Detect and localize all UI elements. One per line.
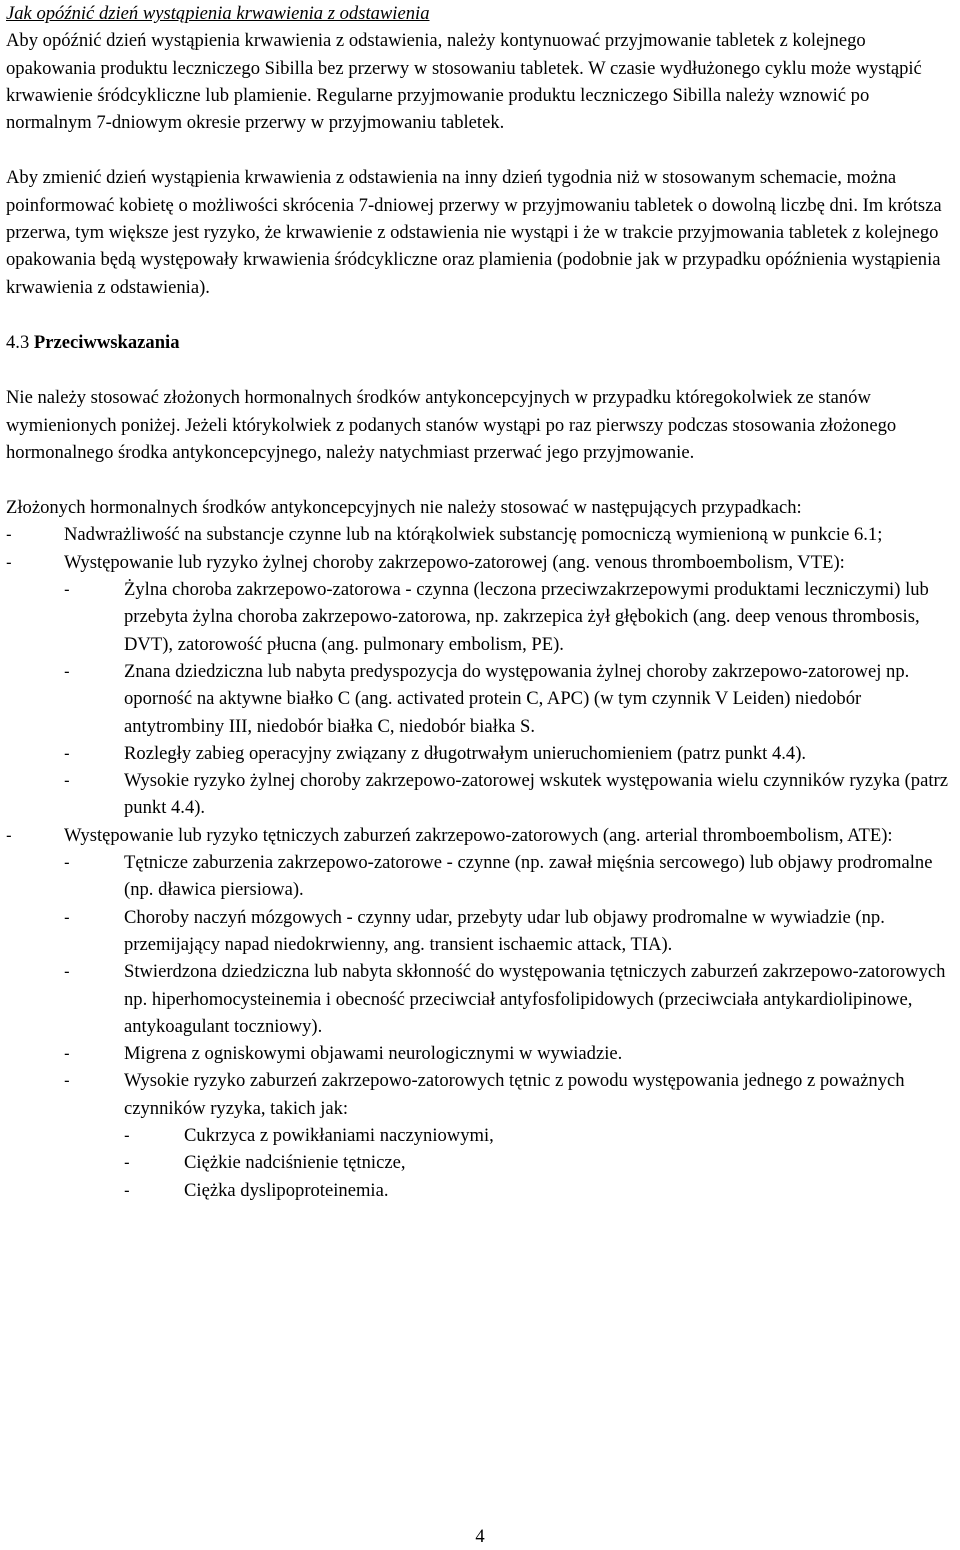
list-item-text: Cukrzyca z powikłaniami naczyniowymi, [184, 1124, 494, 1146]
dash-bullet: - [64, 771, 70, 791]
list-item-text: Wysokie ryzyko zaburzeń zakrzepowo-zatorowych tętnic z powodu występowania jednego z poważnych czynników ryzyka, takich jak: [124, 1070, 905, 1119]
document-page [6, 0, 958, 1204]
section-number: 4.3 [6, 331, 30, 353]
list-item-text: Znana dziedziczna lub nabyta predyspozycja do występowania żylnej choroby zakrzepowo-zatorowej np. oporność na aktywne białko C (ang. activated protein C, APC) (w tym czynnik V Leiden) niedobór antytrombiny III, niedobór białka C, niedobór białka S. [124, 660, 910, 737]
dash-bullet: - [64, 1044, 70, 1064]
dash-bullet: - [64, 1071, 70, 1091]
dash-bullet: - [124, 1125, 130, 1145]
list-item [6, 521, 958, 548]
list-item [64, 740, 958, 767]
list-item-text: Występowanie lub ryzyko tętniczych zaburzeń zakrzepowo-zatorowych (ang. arterial thromboembolism, ATE): [64, 824, 893, 846]
dash-bullet: - [64, 907, 70, 927]
dash-bullet: - [6, 552, 12, 572]
list-item-text: Stwierdzona dziedziczna lub nabyta skłonność do występowania tętniczych zaburzeń zakrzepowo-zatorowych np. hiperhomocysteinemia i obecność przeciwciał antyfosfolipidowych (przeciwciała antykardiolipinowe, antykoagulant toczniowy). [124, 961, 946, 1037]
list-item [64, 576, 958, 658]
list-item-text: Rozległy zabieg operacyjny związany z długotrwałym unieruchomieniem (patrz punkt 4.4). [124, 742, 807, 764]
list-item-text: Ciężkie nadciśnienie tętnicze, [184, 1152, 406, 1174]
section-heading [6, 329, 958, 356]
list-item [124, 1122, 958, 1149]
list-item [64, 658, 958, 740]
list-item-text: Ciężka dyslipoproteinemia. [184, 1179, 389, 1201]
ate-sublist [64, 849, 958, 1204]
list-item-text: Tętnicze zaburzenia zakrzepowo-zatorowe - czynne (np. zawał mięśnia sercowego) lub objawy prodromalne (np. dławica piersiowa). [124, 852, 933, 901]
list-item-text: Nadwrażliwość na substancje czynne lub na którąkolwiek substancję pomocniczą wymienioną w punkcie 6.1; [64, 524, 883, 546]
list-item [64, 1067, 958, 1203]
paragraph-change-day: Aby zmienić dzień wystąpienia krwawienia z odstawienia na inny dzień tygodnia niż w stosowanym schemacie, można poinformować kobietę o możliwości skrócenia 7-dniowej przerwy w przyjmowaniu tabletek o dowolną liczbę dni. Im krótsza przerwa, tym większe jest ryzyko, że krwawienie z odstawienia nie wystąpi i że w trakcie przyjmowania tabletek z kolejnego opakowania będą występowały krwawienia śródcykliczne oraz plamienia (podobnie jak w przypadku opóźnienia wystąpienia krwawienia z odstawienia). [6, 167, 942, 298]
list-item [64, 767, 958, 822]
dash-bullet: - [64, 853, 70, 873]
page-number: 4 [475, 1526, 485, 1547]
dash-bullet: - [64, 661, 70, 681]
list-item [64, 958, 958, 1040]
list-item-text: Choroby naczyń mózgowych - czynny udar, przebyty udar lub objawy prodromalne w wywiadzie (np. przemijający napad niedokrwienny, ang. transient ischaemic attack, TIA). [124, 906, 885, 955]
paragraph-cases-intro: Złożonych hormonalnych środków antykoncepcyjnych nie należy stosować w następujących przypadkach: [6, 497, 802, 519]
list-item [64, 904, 958, 959]
dash-bullet: - [6, 525, 12, 545]
list-item-text: Występowanie lub ryzyko żylnej choroby zakrzepowo-zatorowej (ang. venous thromboembolism, VTE): [64, 551, 845, 573]
list-item [64, 1040, 958, 1067]
subsection-title: Jak opóźnić dzień wystąpienia krwawienia z odstawienia [6, 3, 430, 24]
list-item [6, 549, 958, 822]
risk-factor-sublist [124, 1122, 958, 1204]
contraindication-list [6, 521, 958, 1203]
dash-bullet: - [64, 743, 70, 763]
dash-bullet: - [124, 1153, 130, 1173]
dash-bullet: - [64, 962, 70, 982]
paragraph-contraindications-intro: Nie należy stosować złożonych hormonalnych środków antykoncepcyjnych w przypadku któregokolwiek ze stanów wymienionych poniżej. Jeżeli którykolwiek z podanych stanów wystąpi po raz pierwszy podczas stosowania złożonego hormonalnego środka antykoncepcyjnego, należy natychmiast przerwać jego przyjmowanie. [6, 387, 897, 463]
dash-bullet: - [124, 1180, 130, 1200]
list-item [6, 822, 958, 1204]
paragraph-delay-bleeding: Aby opóźnić dzień wystąpienia krwawienia z odstawienia, należy kontynuować przyjmowanie tabletek z kolejnego opakowania produktu leczniczego Sibilla bez przerwy w stosowaniu tabletek. W czasie wydłużonego cyklu może wystąpić krwawienie śródcykliczne lub plamienie. Regularne przyjmowanie produktu leczniczego Sibilla należy wznowić po normalnym 7-dniowym okresie przerwy w przyjmowaniu tabletek. [6, 30, 922, 134]
section-title: Przeciwwskazania [33, 331, 180, 353]
dash-bullet: - [64, 580, 70, 600]
list-item [124, 1177, 958, 1204]
list-item-text: Migrena z ogniskowymi objawami neurologicznymi w wywiadzie. [124, 1043, 623, 1065]
vte-sublist [64, 576, 958, 822]
list-item [64, 849, 958, 904]
list-item-text: Żylna choroba zakrzepowo-zatorowa - czynna (leczona przeciwzakrzepowymi produktami leczniczymi) lub przebyta żylna choroba zakrzepowo-zatorowa, np. zakrzepica żył głębokich (ang. deep venous thrombosis, DVT), zatorowość płucna (ang. pulmonary embolism, PE). [124, 579, 929, 655]
dash-bullet: - [6, 825, 12, 845]
list-item [124, 1149, 958, 1176]
list-item-text: Wysokie ryzyko żylnej choroby zakrzepowo-zatorowej wskutek występowania wielu czynników ryzyka (patrz punkt 4.4). [124, 770, 948, 819]
